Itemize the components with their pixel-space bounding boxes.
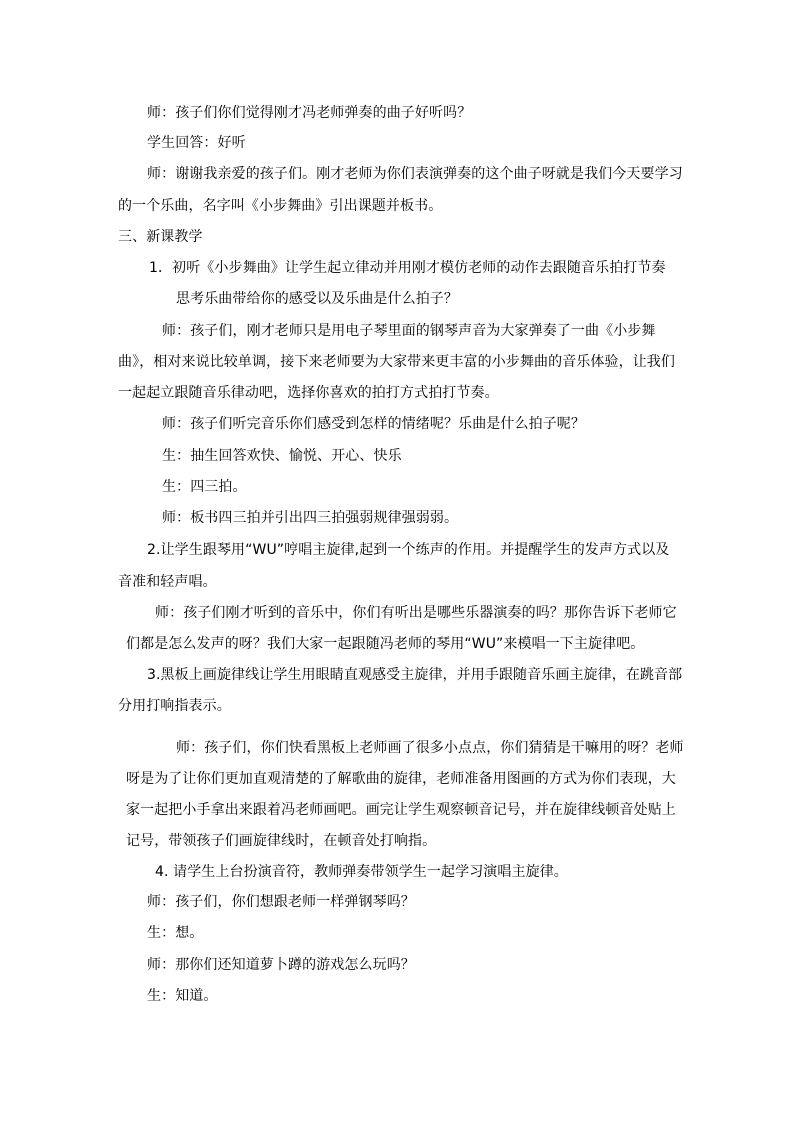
section-heading: 三、新课教学: [118, 229, 203, 245]
paragraph-line: 师：孩子们你们觉得刚才冯老师弹奏的曲子好听吗？: [147, 105, 472, 121]
paragraph-line: 师：孩子们，你们快看黑板上老师画了很多小点点，你们猜猜是干嘛用的呀？老师: [176, 740, 684, 756]
paragraph-line: 4. 请学生上台扮演音符，教师弹奏带领学生一起学习演唱主旋律。: [155, 864, 568, 880]
paragraph-line: 思考乐曲带给你的感受以及乐曲是什么拍子？: [176, 291, 458, 307]
paragraph-line: 音准和轻声唱。: [118, 574, 217, 590]
paragraph-line: 分用打响指表示。: [118, 698, 231, 714]
paragraph-line: 师：孩子们刚才听到的音乐中，你们有听出是哪些乐器演奏的吗？那你告诉下老师它: [155, 605, 677, 621]
paragraph-line: 师：那你们还知道萝卜蹲的游戏怎么玩吗？: [147, 957, 415, 973]
paragraph-line: 一起起立跟随音乐律动吧，选择你喜欢的拍打方式拍打节奏。: [118, 385, 499, 401]
paragraph-line: 师：谢谢我亲爱的孩子们。刚才老师为你们表演弹奏的这个曲子呀就是我们今天要学习: [147, 166, 683, 182]
paragraph-line: 师：孩子们听完音乐你们感受到怎样的情绪呢？乐曲是什么拍子呢？: [162, 416, 585, 432]
paragraph-line: 记号，带领孩子们画旋律线时，在顿音处打响指。: [126, 833, 437, 849]
paragraph-line: 师：板书四三拍并引出四三拍强弱规律强弱弱。: [162, 510, 459, 526]
paragraph-line: 师：孩子们，你们想跟老师一样弹钢琴吗？: [147, 894, 415, 910]
paragraph-line: 师：孩子们，刚才老师只是用电子琴里面的钢琴声音为大家弹奏了一曲《小步舞: [162, 323, 656, 339]
paragraph-line: 的一个乐曲，名字叫《小步舞曲》引出课题并板书。: [118, 198, 443, 214]
paragraph-line: 曲》，相对来说比较单调，接下来老师要为大家带来更丰富的小步舞曲的音乐体验，让我们: [118, 354, 675, 370]
paragraph-line: 学生回答：好听: [147, 135, 246, 151]
paragraph-line: 3.黑板上画旋律线让学生用眼睛直观感受主旋律，并用手跟随音乐画主旋律，在跳音部: [147, 667, 683, 683]
paragraph-line: 呀是为了让你们更加直观清楚的了解歌曲的旋律，老师准备用图画的方式为你们表现，大: [126, 771, 676, 787]
paragraph-line: 2.让学生跟琴用“WU”哼唱主旋律,起到一个练声的作用。并提醒学生的发声方式以及: [147, 542, 670, 558]
paragraph-line: 生：四三拍。: [162, 479, 247, 495]
paragraph-line: 生：抽生回答欢快、愉悦、开心、快乐: [162, 448, 402, 464]
paragraph-line: 生：知道。: [147, 988, 218, 1004]
paragraph-line: 1．初听《小步舞曲》让学生起立律动并用刚才模仿老师的动作去跟随音乐拍打节奏: [149, 260, 666, 276]
paragraph-line: 生：想。: [147, 925, 204, 941]
paragraph-line: 们都是怎么发声的呀？我们大家一起跟随冯老师的琴用“WU”来模唱一下主旋律吧。: [126, 636, 645, 652]
paragraph-line: 家一起把小手拿出来跟着冯老师画吧。画完让学生观察顿音记号，并在旋律线顿音处贴上: [126, 802, 676, 818]
